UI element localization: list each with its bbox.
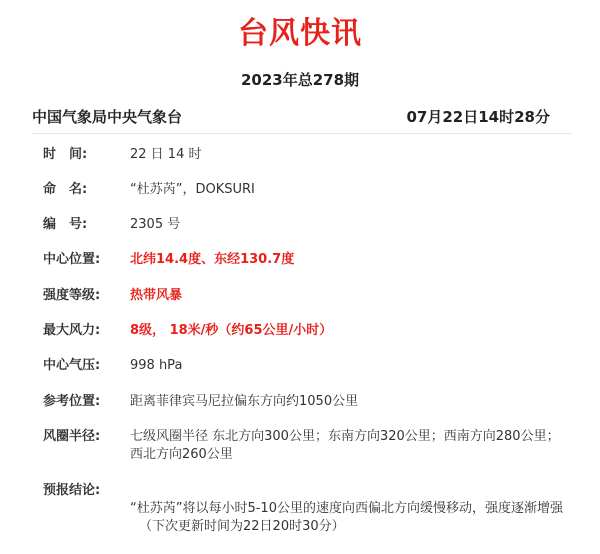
- reference-value: 距离菲律宾马尼拉偏东方向约1050公里: [130, 394, 359, 409]
- number-label: 编 号:: [43, 217, 88, 232]
- max-wind-value: 8级， 18米/秒（约65公里/小时）: [130, 323, 333, 338]
- row-wind-radius: [43, 428, 563, 464]
- pressure-value: 998 hPa: [130, 358, 183, 373]
- name-value: “杜苏芮”，DOKSURI: [130, 182, 255, 197]
- forecast-text: “杜苏芮”将以每小时5-10公里的速度向西偏北方向缓慢移动，强度逐渐增强: [130, 501, 563, 516]
- row-time: [43, 146, 563, 164]
- reference-label: 参考位置:: [43, 394, 101, 409]
- row-center: [43, 251, 563, 269]
- center-value: 北纬14.4度、东经130.7度: [130, 252, 295, 267]
- name-label: 命 名:: [43, 182, 88, 197]
- forecast-value: [130, 482, 563, 554]
- intensity-value: 热带风暴: [130, 288, 183, 303]
- wind-radius-value: 七级风圈半径 东北方向300公里；东南方向320公里；西南方向280公里；西北方向260公里: [130, 429, 560, 462]
- header-divider: [32, 133, 572, 134]
- time-value: 22 日 14 时: [130, 147, 202, 162]
- center-label: 中心位置:: [43, 252, 101, 267]
- row-name: [43, 181, 563, 199]
- issue-time: 07月22日14时28分: [406, 108, 550, 126]
- bulletin-title: 台风快讯: [238, 16, 362, 51]
- number-value: 2305 号: [130, 217, 181, 232]
- row-intensity: [43, 287, 563, 305]
- next-update-note: （下次更新时间为22日20时30分）: [139, 519, 345, 534]
- row-reference: [43, 393, 563, 411]
- row-max-wind: [43, 322, 563, 340]
- forecast-label: 预报结论:: [43, 483, 101, 498]
- pressure-label: 中心气压:: [43, 358, 101, 373]
- issue-number: 2023年总278期: [240, 71, 360, 89]
- row-forecast: [43, 482, 563, 554]
- intensity-label: 强度等级:: [43, 288, 101, 303]
- wind-radius-label: 风圈半径:: [43, 429, 101, 444]
- row-number: [43, 216, 563, 234]
- issuer-name: 中国气象局中央气象台: [32, 108, 183, 126]
- row-pressure: [43, 357, 563, 375]
- time-label: 时 间:: [43, 147, 88, 162]
- max-wind-label: 最大风力:: [43, 323, 101, 338]
